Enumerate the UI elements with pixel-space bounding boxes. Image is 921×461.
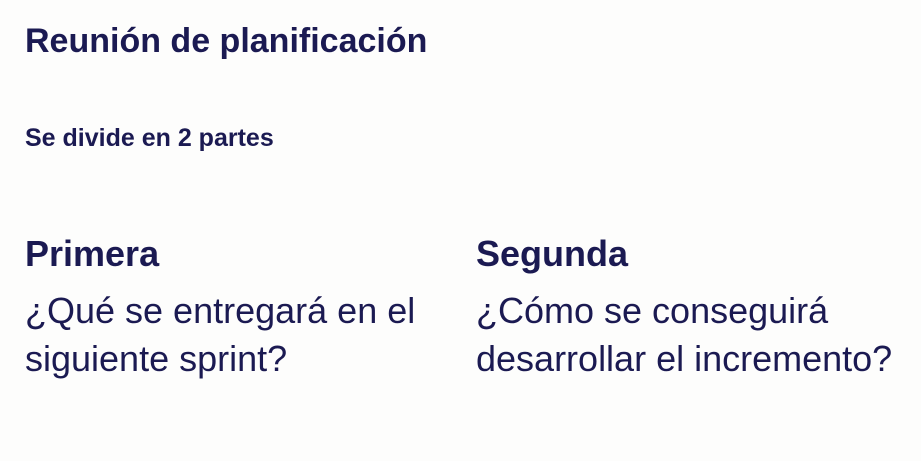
column-heading: Segunda — [476, 233, 629, 274]
slide-subtitle: Se divide en 2 partes — [25, 124, 274, 152]
column-body: ¿Qué se entregará en el siguiente sprint? — [25, 290, 416, 379]
column-primera — [25, 233, 445, 383]
column-segunda — [476, 233, 896, 383]
column-body: ¿Cómo se conseguirá desarrollar el incremento? — [476, 290, 893, 379]
slide-title: Reunión de planificación — [25, 22, 428, 60]
column-heading: Primera — [25, 233, 160, 274]
